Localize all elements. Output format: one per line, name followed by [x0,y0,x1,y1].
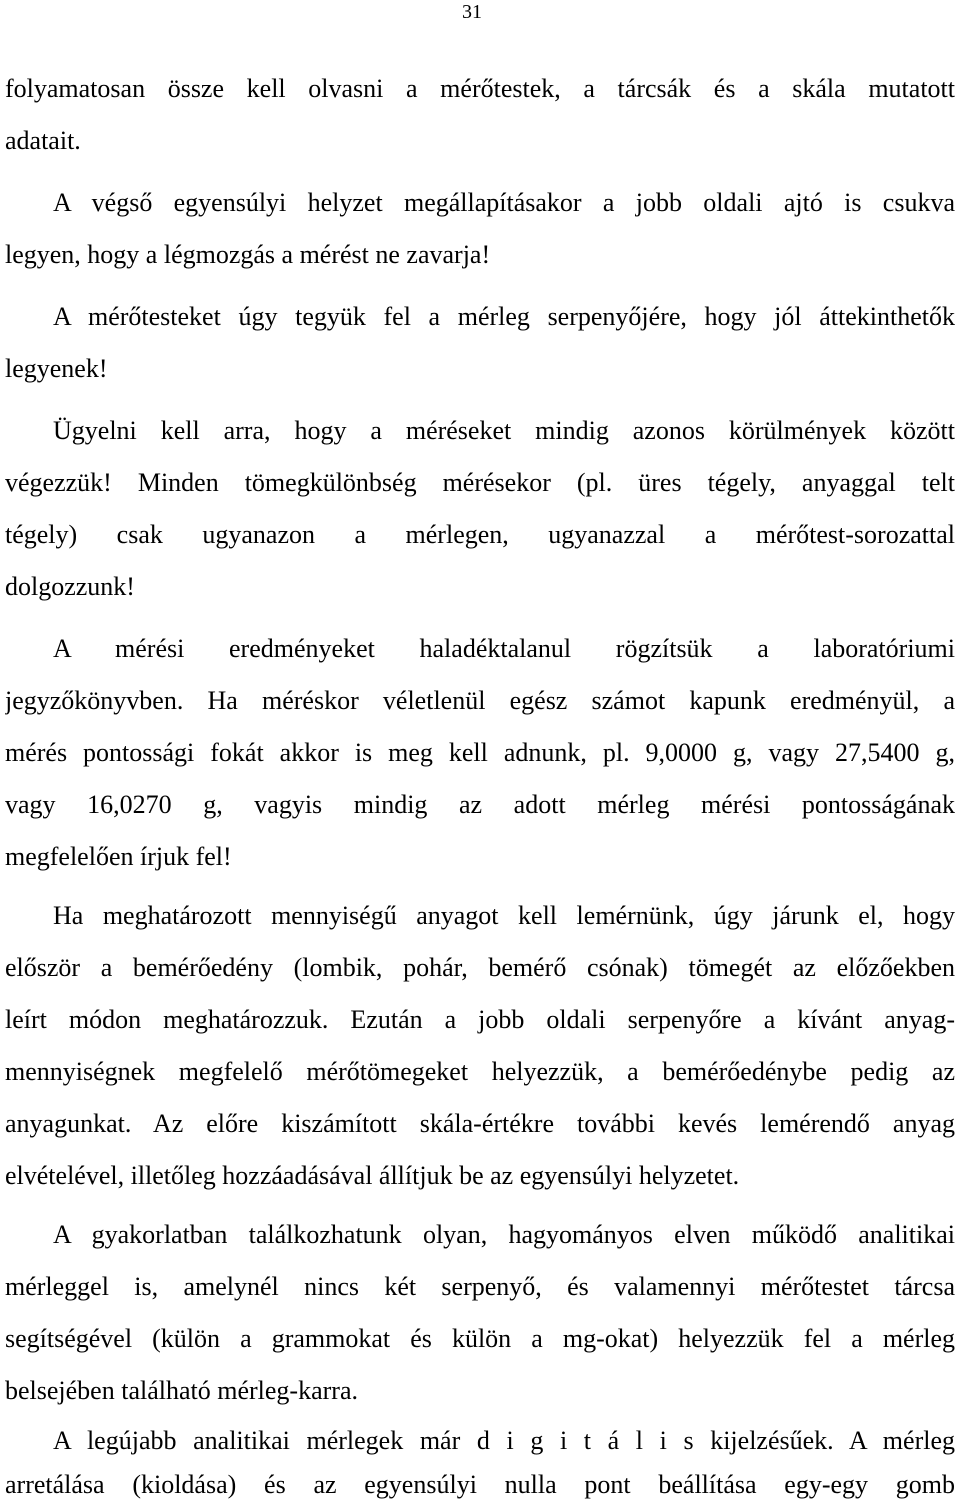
text-line: Ha meghatározott mennyiségű anyagot kell lemérnünk, úgy járunk el, hogy [53,901,955,930]
text-line: belsejében található mérleg-karra. [5,1376,358,1405]
text-line: tégely) csak ugyanazon a mérlegen, ugyanazzal a mérőtest-sorozattal [5,520,955,549]
text-line: jegyzőkönyvben. Ha méréskor véletlenül egész számot kapunk eredményül, a [5,686,955,715]
text-line: legyenek! [5,354,108,383]
text-line: mérleggel is, amelynél nincs két serpenyő, és valamennyi mérőtestet tárcsa [5,1272,955,1301]
text-line: leírt módon meghatározzuk. Ezután a jobb oldali serpenyőre a kívánt anyag- [5,1005,955,1034]
text-line: legyen, hogy a légmozgás a mérést ne zavarja! [5,240,491,269]
text-line: arretálása (kioldása) és az egyensúlyi nulla pont beállítása egy-egy gomb [5,1470,955,1499]
text-line: A mérőtesteket úgy tegyük fel a mérleg serpenyőjére, hogy jól áttekinthetők [53,302,955,331]
text-line: adatait. [5,126,81,155]
text-line: vagy 16,0270 g, vagyis mindig az adott mérleg mérési pontosságának [5,790,955,819]
text-line: mennyiségnek megfelelő mérőtömegeket helyezzük, a bemérőedénybe pedig az [5,1057,955,1086]
text-line: elvételével, illetőleg hozzáadásával állítjuk be az egyensúlyi helyzetet. [5,1161,740,1190]
page-number: 31 [462,1,482,23]
text-line: anyagunkat. Az előre kiszámított skála-értékre további kevés lemérendő anyag [5,1109,955,1138]
text-line: mérés pontossági fokát akkor is meg kell adnunk, pl. 9,0000 g, vagy 27,5400 g, [5,738,955,767]
text-line: dolgozzunk! [5,572,135,601]
text-line: A legújabb analitikai mérlegek már d i g i t á l i s kijelzésűek. A mérleg [53,1426,955,1455]
text-line: A végső egyensúlyi helyzet megállapításakor a jobb oldali ajtó is csukva [53,188,955,217]
text-line: A mérési eredményeket haladéktalanul rögzítsük a laboratóriumi [53,634,955,663]
text-line: megfelelően írjuk fel! [5,842,232,871]
text-line: folyamatosan össze kell olvasni a mérőtestek, a tárcsák és a skála mutatott [5,74,955,103]
text-line: először a bemérőedény (lombik, pohár, bemérő csónak) tömegét az előzőekben [5,953,955,982]
text-line: A gyakorlatban találkozhatunk olyan, hagyományos elven működő analitikai [53,1220,955,1249]
text-line: segítségével (külön a grammokat és külön a mg-okat) helyezzük fel a mérleg [5,1324,955,1353]
text-line: végezzük! Minden tömegkülönbség mérésekor (pl. üres tégely, anyaggal telt [5,468,955,497]
text-line: Ügyelni kell arra, hogy a méréseket mindig azonos körülmények között [53,416,955,445]
